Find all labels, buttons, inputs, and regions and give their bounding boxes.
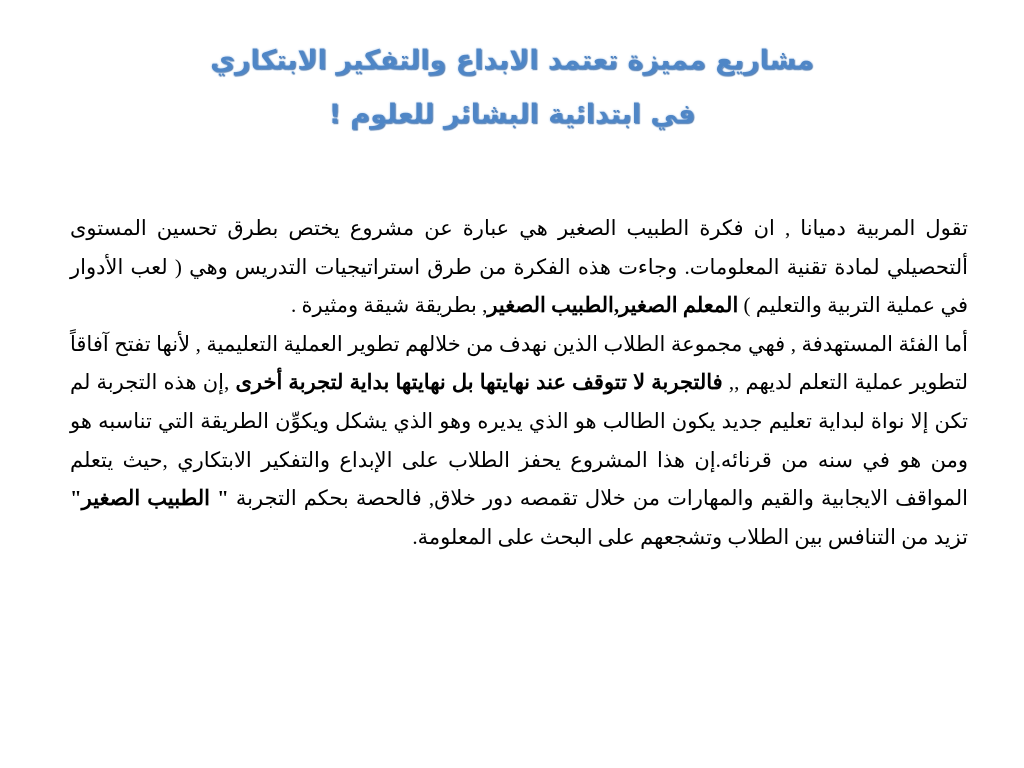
title-line-2: في ابتدائية البشائر للعلوم ! xyxy=(328,99,696,130)
paragraph-1 xyxy=(70,209,968,325)
paragraph-2-text-b: ,إن هذه التجربة لم تكن إلا نواة لبداية تعليم جديد يكون الطالب هو الذي يديره وهو الذي يشكل ويكوِّن الطريقة التي تناسبه هو ومن هو في سنه من قرنائه.إن هذا المشروع يحفز الطلاب على الإبداع والتفكير الابتكاري ,حيث يتعلم المواقف الايجابية والقيم والمهارات من خلال تقمصه دور خلاق, فالحصة بحكم التجربة xyxy=(70,370,968,511)
title-line-1: مشاريع مميزة تعتمد الابداع والتفكير الابتكاري xyxy=(210,45,814,76)
slide-title xyxy=(100,34,924,142)
paragraph-2-bold-2: " الطبيب الصغير" xyxy=(70,486,229,511)
paragraph-1-text-b: , بطريقة شيقة ومثيرة . xyxy=(290,293,488,318)
body-text xyxy=(70,209,968,556)
paragraph-2 xyxy=(70,325,968,557)
paragraph-1-text-a: تقول المربية دميانا , ان فكرة الطبيب الصغير هي عبارة عن مشروع يختص بطرق تحسين المستوى ألتحصيلي لمادة تقنية المعلومات. وجاءت هذه الفكرة من طرق استراتيجيات التدريس وهي ( لعب الأدوار في عملية التربية والتعليم ) xyxy=(70,216,968,318)
paragraph-2-text-c: تزيد من التنافس بين الطلاب وتشجعهم على البحث على المعلومة. xyxy=(412,524,968,549)
paragraph-2-bold: فالتجربة لا تتوقف عند نهايتها بل نهايتها بداية لتجربة أخرى xyxy=(235,370,723,395)
paragraph-2-text-a: أما الفئة المستهدفة , فهي مجموعة الطلاب الذين نهدف من خلالهم تطوير العملية التعليمية , لأنها تفتح آفاقاً لتطوير عملية التعلم لديهم ,, xyxy=(70,331,969,395)
paragraph-1-bold: المعلم الصغير,الطبيب الصغير xyxy=(487,293,739,318)
